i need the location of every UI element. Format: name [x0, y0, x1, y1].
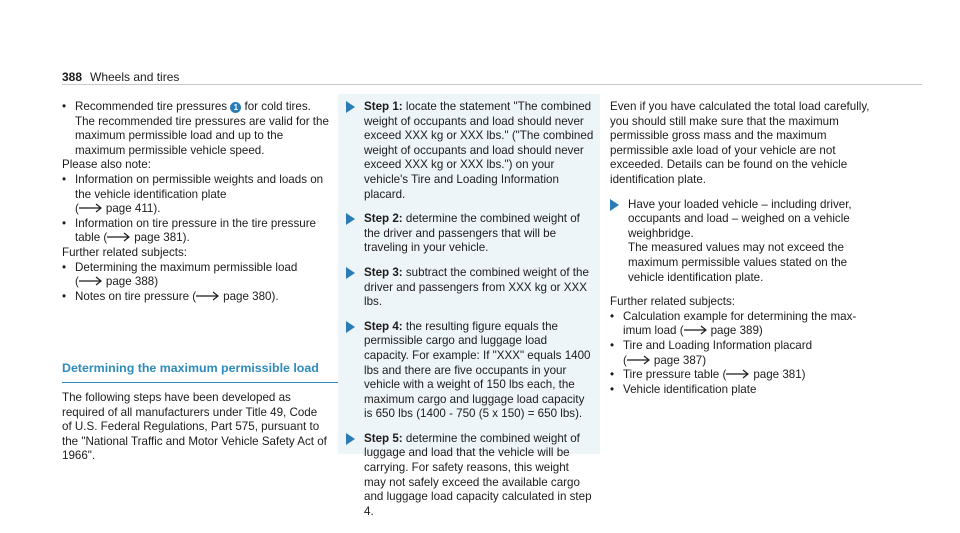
further-list: [610, 310, 878, 398]
step-text: locate the statement "The combined weight of occupants and load should never exceed XXX kg or XXX lbs." ("The combined weight of occupants and load should never exceed XXX kg or XXX lbs.") on your vehicle's Tire and Loading Information placard.: [364, 100, 594, 201]
section-body: The following steps have been developed as required of all manufacturers under Title 49, Code of U.S. Federal Regulations, Part 575, pursuant to the "National Traffic and Motor Vehicle Safety Act of 1966".: [62, 391, 327, 463]
bullet-glyph: •: [62, 216, 67, 230]
list-item-text: Determining the maximum permissible load: [75, 260, 298, 274]
note-label: Please also note:: [62, 158, 151, 172]
step-label: Step 5:: [364, 431, 403, 445]
bullet-glyph: •: [62, 100, 67, 113]
step-item: [346, 266, 594, 310]
page-link[interactable]: [726, 368, 805, 381]
left-column: [62, 100, 330, 304]
list-item-text: Recommended tire pressures: [75, 100, 231, 113]
list-item: [610, 368, 878, 383]
further-label: Further related subjects:: [610, 295, 736, 309]
step-triangle-icon: [346, 267, 355, 279]
arrow-right-icon: [627, 355, 651, 365]
page-link[interactable]: [79, 202, 161, 215]
page-header: [62, 44, 922, 85]
bullet-glyph: •: [610, 382, 615, 396]
section-heading: Determining the maximum permissible load: [62, 361, 338, 383]
list-item-text: Calculation example for determining the maximum load (: [623, 309, 857, 338]
bullet-glyph: •: [610, 368, 615, 382]
callout-badge-icon: 1: [230, 102, 241, 113]
step-triangle-icon: [346, 321, 355, 333]
page-ref[interactable]: page 388): [105, 275, 159, 289]
step-text: Have your loaded vehicle – including driver, occupants and load – weighed on a vehicle weighbridge.: [628, 197, 852, 240]
page-ref[interactable]: page 381).: [134, 231, 190, 245]
step-text: the resulting figure equals the permissible cargo and luggage load capacity. For example: If "XXX" equals 1400 lbs and there are five occupants in your vehicle with a weight of 150 lbs each, the maximum cargo and luggage load capacity is 650 lbs (1400 - 750 (5 x 150) = 650 lbs).: [364, 319, 591, 421]
list-item: [610, 310, 878, 339]
step-label: Step 4:: [364, 319, 403, 333]
list-item-text: Vehicle identification plate: [623, 382, 757, 396]
list-item-text: Notes on tire pressure (: [75, 289, 197, 303]
page-ref[interactable]: page 380).: [223, 289, 279, 303]
step-item: [346, 212, 594, 256]
pressure-list: [62, 100, 330, 158]
page-ref[interactable]: page 389): [710, 324, 763, 338]
step-text: determine the combined weight of the driver and passengers that will be traveling in your vehicle.: [364, 212, 580, 255]
list-item: • Tire and Loading Information placard ( page 387): [610, 338, 813, 367]
bullet-glyph: •: [610, 309, 615, 323]
further-list: [62, 261, 330, 305]
arrow-right-icon: [107, 232, 131, 242]
further-label: Further related subjects:: [62, 245, 188, 259]
page-ref[interactable]: page 411).: [105, 202, 161, 216]
step-label: Step 1:: [364, 100, 403, 113]
bullet-glyph: •: [610, 338, 615, 352]
step-item: [346, 432, 594, 520]
list-item: • Information on permissible weights and loads on the vehicle identification plate ( page 411).: [62, 172, 324, 216]
arrow-right-icon: [196, 291, 220, 301]
step-item: [346, 320, 594, 422]
arrow-right-icon: [79, 203, 103, 213]
step-label: Step 3:: [364, 265, 403, 279]
list-item-text: Tire and Loading Information placard: [623, 338, 813, 352]
step-item: [346, 100, 594, 202]
list-item-text: Tire pressure table (: [623, 368, 727, 382]
page-number: 388: [62, 70, 83, 84]
list-item: [610, 383, 878, 398]
page-link[interactable]: [107, 231, 189, 244]
page-link[interactable]: [684, 324, 763, 337]
step-triangle-icon: [346, 433, 355, 445]
step-text: determine the combined weight of luggage and load that the vehicle will be carrying. For safety reasons, this weight may not safely exceed the available cargo and luggage load capacity calculated in step 4.: [364, 431, 592, 518]
page-link[interactable]: [627, 354, 706, 367]
list-item-text: Information on tire pressure in the tire pressure table (: [75, 216, 317, 245]
right-column: [610, 100, 878, 397]
note-list: [62, 173, 330, 246]
page-link[interactable]: [79, 275, 158, 288]
intro-paragraph: Even if you have calculated the total load carefully, you should still make sure that the maximum permissible gross mass and the maximum permissible axle load of your vehicle are not exceeded. Details can be found on the vehicle identification plate.: [610, 100, 870, 186]
arrow-right-icon: [726, 369, 750, 379]
step-item: [610, 198, 878, 286]
step-label: Step 2:: [364, 212, 403, 226]
bullet-glyph: •: [62, 172, 67, 186]
list-item: [62, 100, 330, 158]
bullet-glyph: •: [62, 260, 67, 274]
page-ref[interactable]: page 381): [753, 368, 806, 382]
arrow-right-icon: [79, 276, 103, 286]
step-triangle-icon: [346, 101, 355, 113]
list-item: • Determining the maximum permissible load ( page 388): [62, 260, 298, 289]
list-item: [62, 290, 330, 305]
page-ref[interactable]: page 387): [653, 353, 707, 367]
step-text: The measured values may not exceed the maximum permissible values stated on the vehicle identification plate.: [628, 241, 848, 284]
steps-panel: [338, 94, 600, 518]
bullet-glyph: •: [62, 289, 67, 303]
step-text: subtract the combined weight of the driver and passengers from XXX kg or XXX lbs.: [364, 265, 589, 309]
arrow-right-icon: [684, 325, 708, 335]
step-triangle-icon: [346, 213, 355, 225]
section-title: Wheels and tires: [90, 70, 180, 84]
list-item: [62, 217, 330, 246]
step-triangle-icon: [610, 199, 619, 211]
page-link[interactable]: [196, 290, 278, 303]
list-item-text: Information on permissible weights and loads on the vehicle identification plate: [75, 172, 324, 201]
list-item-text: for cold tires. The recommended tire pressures are valid for the maximum permissible load and up to the maximum permissible vehicle speed.: [75, 100, 329, 157]
